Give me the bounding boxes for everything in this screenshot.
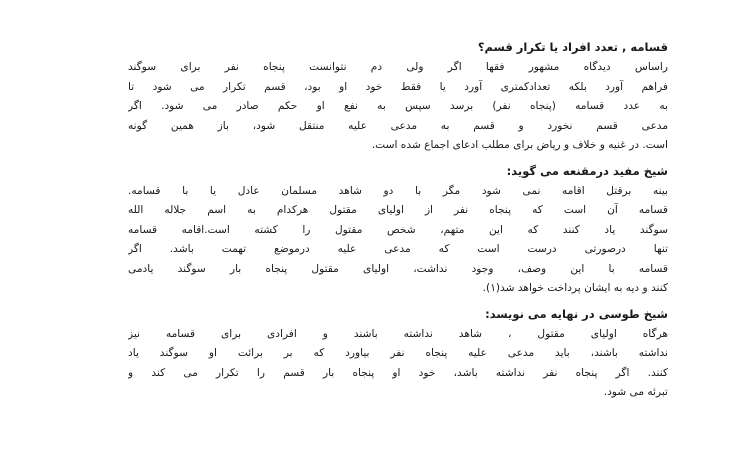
- section-heading: قسامه , تعدد افراد یا تکرار قسم؟: [477, 40, 668, 54]
- paragraph-line: هرگاه اولیای مقتول ، شاهد نداشته باشند و افرادی برای قسامه نیز: [128, 327, 668, 340]
- paragraph-line: کنند و دیه به ایشان پرداخت خواهد شد(۱).: [482, 282, 668, 294]
- section-qasameh: [128, 36, 668, 156]
- paragraph-line: راساس دیدگاه مشهور فقها اگر ولی دم نتوانست پنجاه نفر برای سوگند: [128, 61, 668, 73]
- paragraph-line: است. در غنیه و خلاف و ریاض برای مطلب ادعای اجماع شده است.: [371, 139, 668, 151]
- paragraph-line: قسامه با این وصف، وجود نداشت، اولیای مقتول پنجاه بار سوگند یادمی: [128, 262, 668, 275]
- paragraph-line: قسامه آن است که پنجاه نفر از اولیای مقتول هرکدام به اسم جلاله الله: [128, 204, 668, 216]
- document-page: [128, 36, 668, 403]
- section-heading: شیخ مفید درمقنعه می گوید:: [506, 163, 668, 178]
- section-paragraph: [128, 182, 668, 299]
- paragraph-line: بینه برقتل اقامه نمی شود مگر با دو شاهد مسلمان عادل یا با قسامه.: [128, 184, 668, 197]
- paragraph-line: به عدد قسامه (پنجاه نفر) برسد سپس به نفع او حکم صادر می شود. اگر: [128, 100, 668, 112]
- section-paragraph: [128, 325, 668, 403]
- paragraph-line: فراهم آورد بلکه تعدادکمتری آورد یا فقط خود او بود، قسم تکرار می شود تا: [128, 80, 668, 93]
- section-heading: شیخ طوسی در نهایه می نویسد:: [485, 306, 668, 321]
- paragraph-line: نداشته باشند، باید مدعی علیه پنجاه نفر بیاورد که بر برائت او سوگند یاد: [128, 347, 668, 359]
- paragraph-line: مدعی قسم نخورد و قسم به مدعی علیه منتقل شود، باز همین گونه: [128, 119, 668, 132]
- section-sheikh-tusi: [128, 303, 668, 403]
- section-paragraph: [128, 58, 668, 156]
- paragraph-line: کنند. اگر پنجاه نفر نداشته باشد، خود او پنجاه بار قسم را تکرار می کند و: [128, 366, 668, 379]
- paragraph-line: تنها درصورتی درست است که مدعی علیه درموضع تهمت باشد. اگر: [128, 243, 668, 255]
- paragraph-line: تبرئه می شود.: [603, 386, 668, 398]
- paragraph-line: سوگند یاد کنند که این متهم، شخص مقتول را کشته است.اقامه قسامه: [128, 223, 668, 236]
- section-sheikh-mofid: [128, 160, 668, 299]
